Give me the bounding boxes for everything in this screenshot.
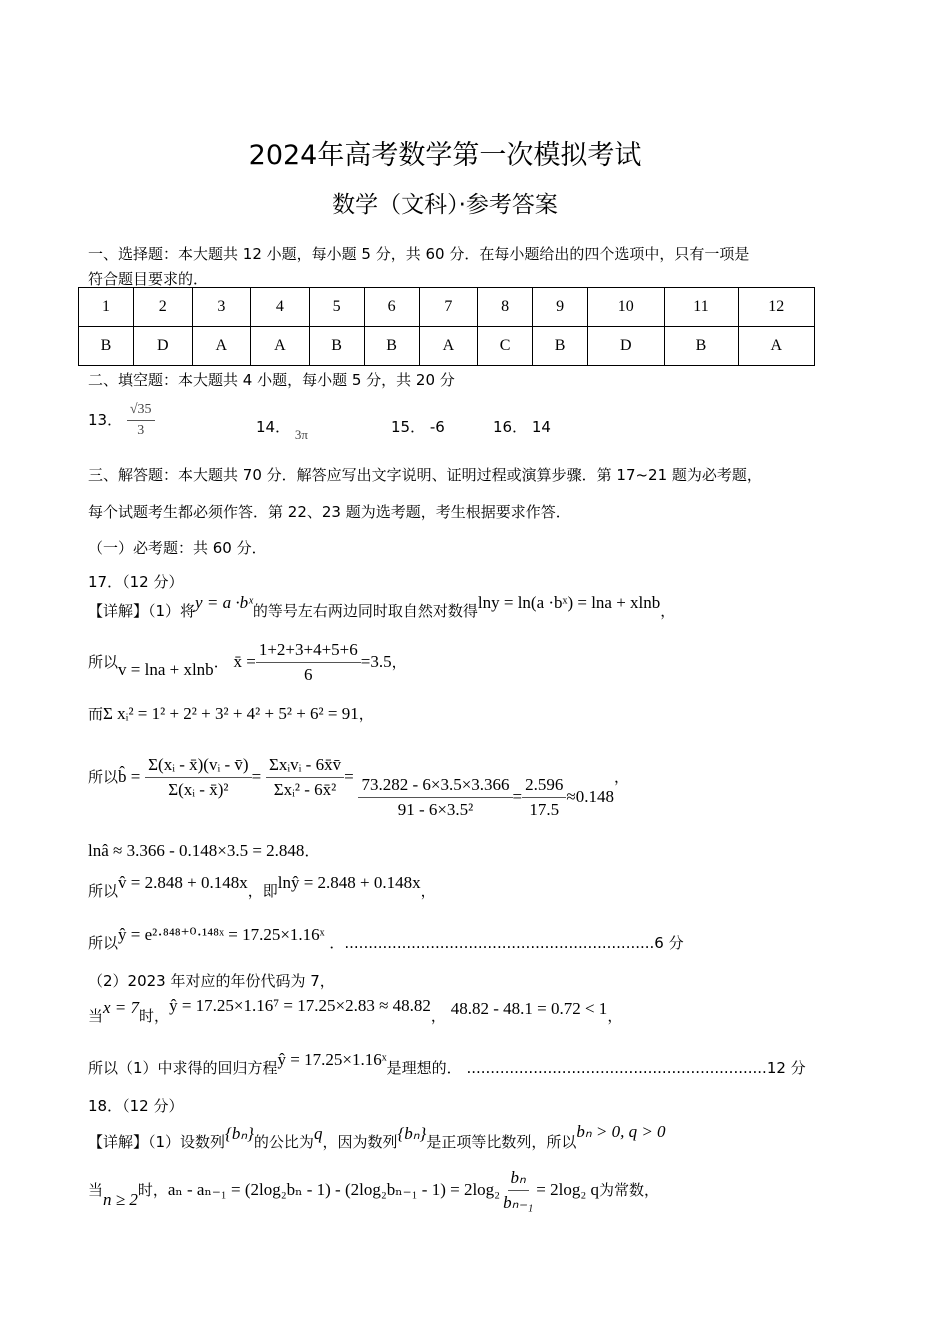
q18-line2	[88, 1168, 659, 1213]
answer-cell: A	[251, 327, 310, 366]
text: 【详解】（1）将	[88, 602, 196, 620]
text: 【详解】（1）设数列	[88, 1133, 226, 1151]
math-expr: b̂ =	[118, 767, 141, 786]
math-expr: x = 7	[103, 998, 140, 1017]
question-number-cell: 12	[738, 288, 814, 327]
text: 当	[88, 1007, 104, 1025]
q17-line4: 所以b̂ = $\frac{\text{Σ(xᵢ - x̄)(vᵢ - v̄)}}{\text{Σ(xᵢ - x̄)²}}$ = $\frac{\text{Σxᵢvᵢ - 6x̄v̄}}{\text{Σxᵢ² - 6x̄²}}$ = $\frac{73.282 - 6\times 3.5\times 3.366}{\text{91 - 6×3.5²}}$ = $\frac{2.596}{17.5}$ ≈0.148，	[88, 755, 629, 819]
math-expr: ≈0.148	[566, 787, 614, 806]
question-number: 15．	[391, 418, 426, 436]
fraction-numerator: √35	[127, 402, 155, 421]
question-number-cell: 3	[192, 288, 251, 327]
text: ，	[358, 705, 374, 723]
fraction-denominator: 17.5	[529, 800, 560, 819]
table-row-numbers	[79, 288, 815, 327]
answer-cell: B	[533, 327, 588, 366]
math-expr: v = lna + xlnb	[118, 660, 214, 679]
answer-cell: D	[588, 327, 664, 366]
question-number: 16．	[493, 418, 528, 436]
document-subtitle: 数学（文科）·参考答案	[332, 192, 558, 218]
text: 所以	[88, 882, 119, 900]
question-number-cell: 6	[364, 288, 419, 327]
answer-cell: B	[309, 327, 364, 366]
text: ，	[607, 1007, 623, 1025]
score-marker: ...............................................................12 分	[466, 1059, 806, 1077]
text: 是理想的．	[386, 1059, 462, 1077]
text: ，	[420, 882, 436, 900]
text: 当	[88, 1181, 104, 1199]
section3-line1: 三、解答题：本大题共 70 分．解答应写出文字说明、证明过程或演算步骤．第 17~21 题为必考题，	[88, 466, 762, 484]
fraction-denominator: 6	[304, 665, 313, 684]
text: ，即	[247, 882, 278, 900]
fraction-numerator: 73.282 - 6×3.5×3.366	[358, 775, 512, 798]
question-number: 13．	[88, 411, 123, 429]
text: ，	[660, 602, 676, 620]
q17-line1	[88, 593, 676, 621]
q17-line7	[88, 925, 684, 953]
q17-line9	[88, 996, 623, 1026]
answer-cell: B	[79, 327, 134, 366]
fraction-numerator: 2.596	[522, 775, 566, 798]
section3-line2: 每个试题考生都必须作答．第 22、23 题为选考题，考生根据要求作答．	[88, 503, 571, 521]
answer-cell: C	[478, 327, 533, 366]
text: 所以	[88, 934, 119, 952]
math-expr: lnâ ≈ 3.366 - 0.148×3.5 = 2.848	[88, 841, 305, 860]
answer-value: 3π	[294, 427, 308, 442]
answer-table	[78, 287, 815, 366]
q17-line3	[88, 703, 374, 724]
text: 的公比为	[253, 1133, 314, 1151]
document-title: 2024年高考数学第一次模拟考试	[248, 140, 642, 171]
text: 时，	[139, 1007, 170, 1025]
text: 所以	[88, 768, 119, 786]
question-number-cell: 10	[588, 288, 664, 327]
math-expr: n ≥ 2	[103, 1190, 138, 1209]
fill-answer-15	[391, 416, 445, 437]
question-number-cell: 5	[309, 288, 364, 327]
math-expr: q	[313, 1124, 323, 1143]
answer-value: 14	[531, 418, 551, 436]
fill-answer-14	[256, 416, 308, 442]
answer-cell: A	[738, 327, 814, 366]
q17-header: 17．（12 分）	[88, 573, 184, 591]
math-expr: x̄ =	[233, 652, 256, 671]
math-expr: {bₙ}	[225, 1124, 254, 1143]
section2-heading: 二、填空题：本大题共 4 小题，每小题 5 分，共 20 分	[88, 371, 455, 389]
question-number-cell: 9	[533, 288, 588, 327]
fraction-denominator: 3	[137, 423, 145, 438]
question-number-cell: 7	[419, 288, 478, 327]
math-expr: = 2log₂ q	[536, 1180, 600, 1199]
score-marker: ．.................................................................6 分	[329, 934, 684, 952]
math-expr: {bₙ}	[397, 1124, 427, 1143]
math-expr: ŷ = e²·⁸⁴⁸⁺⁰·¹⁴⁸ˣ = 17.25×1.16ˣ	[118, 925, 325, 944]
math-expr: aₙ - aₙ₋₁ = (2log₂bₙ - 1) - (2log₂bₙ₋₁ - 1) = 2log₂	[167, 1180, 501, 1199]
fraction-numerator: bₙ	[508, 1168, 529, 1191]
q17-line10	[88, 1050, 806, 1078]
fraction-denominator: bₙ₋₁	[503, 1193, 534, 1212]
math-expr: y = a ·bˣ	[195, 593, 253, 612]
question-number-cell: 2	[133, 288, 192, 327]
text: 是正项等比数列，所以	[426, 1133, 577, 1151]
q17-line2	[88, 640, 407, 685]
text: 所以	[88, 653, 119, 671]
text: 所以（1）中求得的回归方程	[88, 1059, 278, 1077]
section1-line2: 符合题目要求的．	[88, 270, 209, 288]
answer-cell: B	[664, 327, 738, 366]
question-number-cell: 4	[251, 288, 310, 327]
math-expr: ŷ = 17.25×1.16⁷ = 17.25×2.83 ≈ 48.82	[169, 996, 431, 1015]
fraction-numerator: Σ(xᵢ - x̄)(vᵢ - v̄)	[145, 755, 251, 778]
answer-value: -6	[429, 418, 445, 436]
math-expr: bₙ > 0, q > 0	[576, 1122, 666, 1141]
text: 为常数，	[599, 1181, 660, 1199]
text: ，	[430, 1007, 446, 1025]
math-expr: 48.82 - 48.1 = 0.72 < 1	[450, 999, 608, 1018]
fraction-numerator: Σxᵢvᵢ - 6x̄v̄	[266, 755, 344, 778]
fill-answer-16	[493, 416, 551, 437]
math-expr: ŷ = 17.25×1.16ˣ	[277, 1050, 387, 1069]
text: ．	[304, 842, 320, 860]
q18-header: 18．（12 分）	[88, 1097, 184, 1115]
fraction-denominator: 91 - 6×3.5²	[397, 800, 474, 819]
math-expr: lny = ln(a ·bˣ) = lna + xlnb	[477, 593, 661, 612]
q17-line6	[88, 873, 436, 901]
section3-sub: （一）必考题：共 60 分．	[88, 539, 267, 557]
q17-line5	[88, 840, 319, 861]
question-number-cell: 11	[664, 288, 738, 327]
math-expr: Σ xᵢ² = 1² + 2² + 3² + 4² + 5² + 6² = 91	[103, 704, 359, 723]
answer-cell: A	[192, 327, 251, 366]
section1-line1: 一、选择题：本大题共 12 小题，每小题 5 分，共 60 分．在每小题给出的四个选项中，只有一项是	[88, 245, 750, 263]
answer-cell: D	[133, 327, 192, 366]
math-expr: =3.5	[360, 652, 392, 671]
text: ，因为数列	[322, 1133, 398, 1151]
text: 时，	[137, 1181, 168, 1199]
answer-cell: B	[364, 327, 419, 366]
text: 的等号左右两边同时取自然对数得	[252, 602, 478, 620]
q17-line8: （2）2023 年对应的年份代码为 7，	[88, 972, 335, 990]
question-number-cell: 1	[79, 288, 134, 327]
answer-cell: A	[419, 327, 478, 366]
math-expr: lnŷ = 2.848 + 0.148x	[277, 873, 421, 892]
text: ，	[613, 768, 629, 786]
fraction-denominator: Σ(xᵢ - x̄)²	[168, 780, 229, 799]
fraction-numerator: 1+2+3+4+5+6	[256, 640, 361, 663]
question-number-cell: 8	[478, 288, 533, 327]
fill-answer-13	[88, 402, 155, 439]
table-row-answers	[79, 327, 815, 366]
text: ．	[213, 653, 229, 671]
text: 而	[88, 705, 104, 723]
text: ，	[391, 653, 407, 671]
math-expr: v̂ = 2.848 + 0.148x	[118, 873, 248, 892]
fraction-denominator: Σxᵢ² - 6x̄²	[273, 780, 337, 799]
q18-line1	[88, 1122, 666, 1152]
question-number: 14．	[256, 418, 291, 436]
